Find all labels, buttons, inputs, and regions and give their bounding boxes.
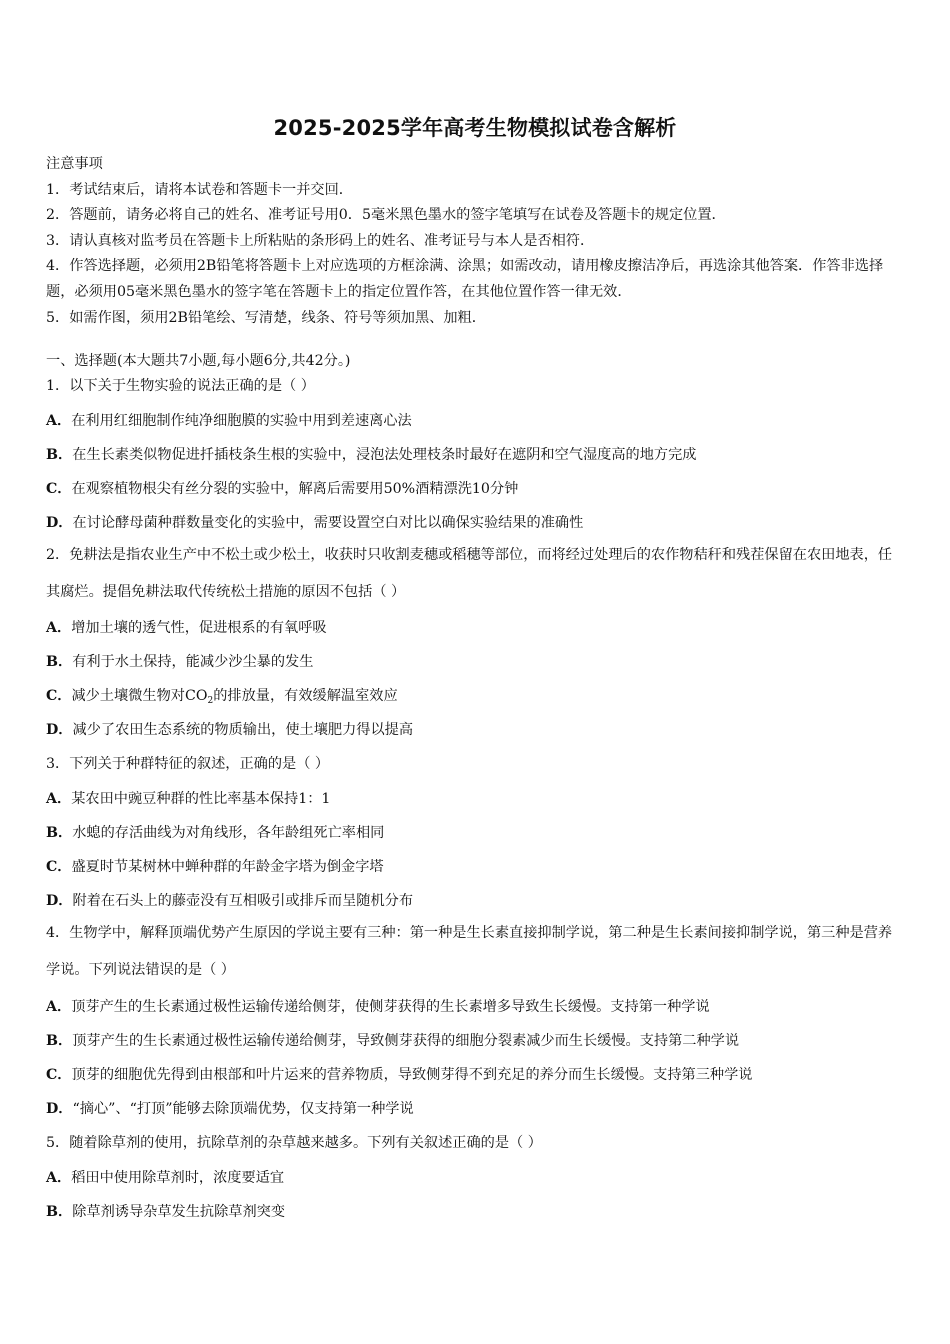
- option-text: 附着在石头上的藤壶没有互相吸引或排斥而呈随机分布: [72, 893, 414, 909]
- note-item: 4．作答选择题，必须用2B铅笔将答题卡上对应选项的方框涂满、涂黑；如需改动，请用橡皮擦洁净后，再选涂其他答案．作答非选择题，必须用05毫米黑色墨水的签字笔在答题卡上的指定位置作答，在其他位置作答一律无效．: [46, 258, 884, 300]
- option-item: [46, 822, 906, 842]
- option-text: 稻田中使用除草剂时，浓度要适宜: [71, 1170, 285, 1186]
- option-text-tail: 的排放量，有效缓解温室效应: [213, 688, 398, 704]
- option-item: [46, 410, 906, 430]
- option-text: 在讨论酵母菌种群数量变化的实验中，需要设置空白对比以确保实验结果的准确性: [72, 515, 584, 531]
- option-label: B．: [46, 1204, 73, 1220]
- subscript: 2: [207, 696, 214, 706]
- option-text: “摘心”、“打顶”能够去除顶端优势，仅支持第一种学说: [72, 1101, 414, 1117]
- option-item: [46, 719, 906, 739]
- option-text: 在生长素类似物促进扦插枝条生根的实验中，浸泡法处理枝条时最好在遮阴和空气湿度高的地方完成: [72, 447, 697, 463]
- option-label: C．: [46, 688, 72, 704]
- option-item: [46, 856, 906, 876]
- option-item: [46, 1030, 906, 1050]
- question-stem: 5．随着除草剂的使用，抗除草剂的杂草越来越多。下列有关叙述正确的是（ ）: [46, 1135, 542, 1151]
- option-label: B．: [46, 447, 73, 463]
- option-text: 有利于水土保持，能减少沙尘暴的发生: [72, 654, 314, 670]
- option-label: C．: [46, 859, 72, 875]
- option-label: D．: [46, 1101, 73, 1117]
- option-item: [46, 1167, 906, 1187]
- page-title: 2025-2025学年高考生物模拟试卷含解析: [273, 116, 677, 140]
- option-text: 增加土壤的透气性，促进根系的有氧呼吸: [71, 620, 327, 636]
- notes-heading: 注意事项: [46, 156, 103, 172]
- option-label: D．: [46, 893, 73, 909]
- option-label: A．: [46, 620, 72, 636]
- question-stem: 2．免耕法是指农业生产中不松土或少松土，收获时只收割麦穗或稻穗等部位，而将经过处理后的农作物秸秆和残茬保留在农田地表，任其腐烂。提倡免耕法取代传统松土措施的原因不包括（ ）: [46, 547, 893, 600]
- option-text: 顶芽的细胞优先得到由根部和叶片运来的营养物质，导致侧芽得不到充足的养分而生长缓慢。支持第三种学说: [71, 1067, 753, 1083]
- option-label: D．: [46, 515, 73, 531]
- question-stem: 1．以下关于生物实验的说法正确的是（ ）: [46, 378, 315, 394]
- option-item: [46, 444, 906, 464]
- option-label: C．: [46, 1067, 72, 1083]
- note-item: 2．答题前，请务必将自己的姓名、准考证号用0．5毫米黑色墨水的签字笔填写在试卷及答题卡的规定位置．: [46, 207, 726, 224]
- option-text: 减少土壤微生物对CO: [71, 688, 208, 704]
- option-item: [46, 996, 906, 1016]
- option-label: A．: [46, 999, 72, 1015]
- option-item: [46, 685, 906, 706]
- option-label: A．: [46, 413, 72, 429]
- option-label: C．: [46, 481, 72, 497]
- option-text: 在观察植物根尖有丝分裂的实验中，解离后需要用50%酒精漂洗10分钟: [71, 481, 519, 497]
- option-text: 减少了农田生态系统的物质输出，使土壤肥力得以提高: [72, 722, 414, 738]
- option-label: B．: [46, 654, 73, 670]
- question-stem: 3．下列关于种群特征的叙述，正确的是（ ）: [46, 756, 330, 772]
- option-text: 盛夏时节某树林中蝉种群的年龄金字塔为倒金字塔: [71, 859, 384, 875]
- note-item: 3．请认真核对监考员在答题卡上所粘贴的条形码上的姓名、准考证号与本人是否相符．: [46, 232, 595, 249]
- option-item: [46, 512, 906, 532]
- option-text: 除草剂诱导杂草发生抗除草剂突变: [72, 1204, 286, 1220]
- option-label: A．: [46, 1170, 72, 1186]
- notes-block: [46, 152, 906, 331]
- option-item: [46, 1098, 906, 1118]
- note-item: 1．考试结束后，请将本试卷和答题卡一并交回．: [46, 181, 353, 198]
- option-item: [46, 890, 906, 910]
- option-text: 水螅的存活曲线为对角线形，各年龄组死亡率相同: [72, 825, 385, 841]
- option-label: D．: [46, 722, 73, 738]
- option-label: B．: [46, 1033, 73, 1049]
- option-text: 顶芽产生的生长素通过极性运输传递给侧芽，导致侧芽获得的细胞分裂素减少而生长缓慢。支持第二种学说: [72, 1033, 740, 1049]
- question-stem: 4．生物学中，解释顶端优势产生原因的学说主要有三种：第一种是生长素直接抑制学说，第二种是生长素间接抑制学说，第三种是营养学说。下列说法错误的是（ ）: [46, 925, 893, 978]
- option-label: B．: [46, 825, 73, 841]
- option-item: [46, 788, 906, 808]
- option-text: 顶芽产生的生长素通过极性运输传递给侧芽，使侧芽获得的生长素增多导致生长缓慢。支持第一种学说: [71, 999, 710, 1015]
- option-item: [46, 478, 906, 498]
- section-heading: 一、选择题(本大题共7小题,每小题6分,共42分。): [46, 353, 351, 369]
- option-item: [46, 617, 906, 637]
- option-label: A．: [46, 791, 72, 807]
- option-item: [46, 1064, 906, 1084]
- option-text: 在利用红细胞制作纯净细胞膜的实验中用到差速离心法: [71, 413, 412, 429]
- option-item: [46, 1201, 906, 1221]
- note-item: 5．如需作图，须用2B铅笔绘、写清楚，线条、符号等须加黑、加粗．: [46, 309, 486, 326]
- option-item: [46, 651, 906, 671]
- option-text: 某农田中豌豆种群的性比率基本保持1：1: [71, 791, 331, 807]
